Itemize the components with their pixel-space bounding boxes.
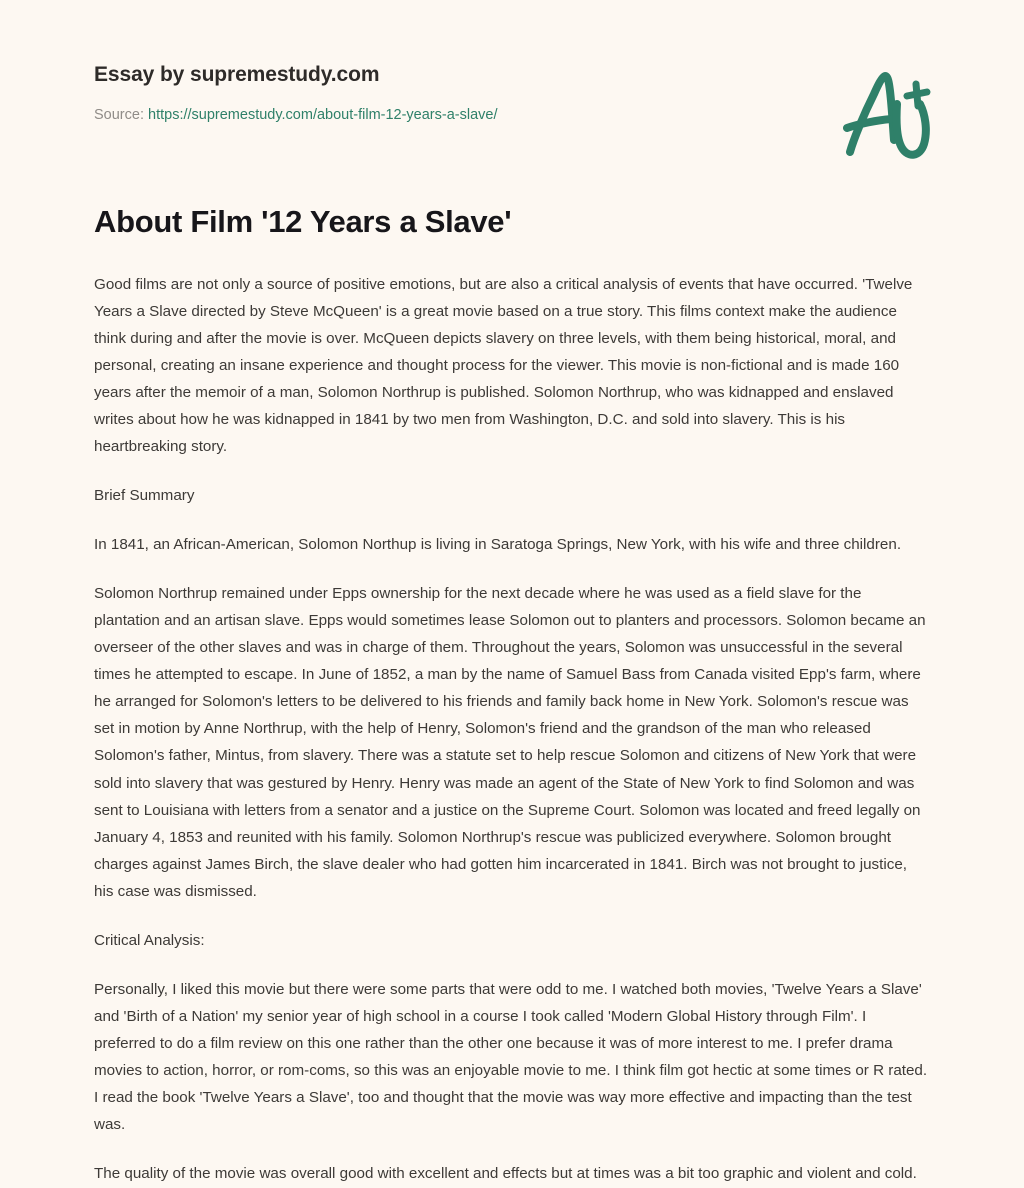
page-title: About Film '12 Years a Slave' [94, 204, 512, 240]
section-heading-critical-analysis: Critical Analysis: [94, 931, 205, 949]
paragraph: Personally, I liked this movie but there were some parts that were odd to me. I watched both movies, 'Twelve Years a Slave' and 'Birth of a Nation' my senior year of high school in a course I took called 'Modern Global History through Film'. I preferred to do a film review on this one rather than the other one because it was of more interest to me. I prefer drama movies to action, horror, or rom-coms, so this was an enjoyable movie to me. I think film got hectic at some times or R rated. I read the book 'Twelve Years a Slave', too and thought that the movie was way more effective and impacting than the test was. [94, 980, 928, 1134]
paragraph: In 1841, an African-American, Solomon Northup is living in Saratoga Springs, New York, with his wife and three children. [94, 536, 902, 554]
source-line [94, 106, 930, 125]
article-body [94, 242, 930, 1187]
a-plus-logo-icon [830, 58, 950, 178]
page-header [94, 0, 930, 125]
section-heading-brief-summary: Brief Summary [94, 487, 195, 505]
source-label: Source: [94, 107, 144, 124]
byline: Essay by supremestudy.com [94, 63, 380, 86]
paragraph: The quality of the movie was overall good with excellent and effects but at times was a bit too graphic and violent and cold. [94, 1165, 917, 1183]
source-url-link[interactable]: https://supremestudy.com/about-film-12-years-a-slave/ [148, 107, 498, 124]
paragraph: Solomon Northrup remained under Epps ownership for the next decade where he was used as a field slave for the plantation and an artisan slave. Epps would sometimes lease Solomon out to planters and processors. Solomon became an overseer of the other slaves and was in charge of them. Throughout the years, Solomon was unsuccessful in the several times he attempted to escape. In June of 1852, a man by the name of Samuel Bass from Canada visited Epp's farm, where he arranged for Solomon's letters to be delivered to his friends and family back home in New York. Solomon's rescue was set in motion by Anne Northrup, with the help of Henry, Solomon's friend and the grandson of the man who released Solomon's father, Mintus, from slavery. There was a statute set to help rescue Solomon and citizens of New York that were sold into slavery that was gestured by Henry. Henry was made an agent of the State of New York to find Solomon and was sent to Louisiana with letters from a senator and a justice on the Supreme Court. Solomon was located and freed legally on January 4, 1853 and reunited with his family. Solomon Northrup's rescue was publicized everywhere. Solomon brought charges against James Birch, the slave dealer who had gotten him incarcerated in 1841. Birch was not brought to justice, his case was dismissed. [94, 585, 926, 900]
paragraph: Good films are not only a source of positive emotions, but are also a critical analysis of events that have occurred. 'Twelve Years a Slave directed by Steve McQueen' is a great movie based on a true story. This films context make the audience think during and after the movie is over. McQueen depicts slavery on three levels, with them being historical, moral, and personal, creating an insane experience and thought process for the viewer. This movie is non-fictional and is made 160 years after the memoir of a man, Solomon Northrup is published. Solomon Northrup, who was kidnapped and enslaved writes about how he was kidnapped in 1841 by two men from Washington, D.C. and sold into slavery. This is his heartbreaking story. [94, 275, 913, 456]
